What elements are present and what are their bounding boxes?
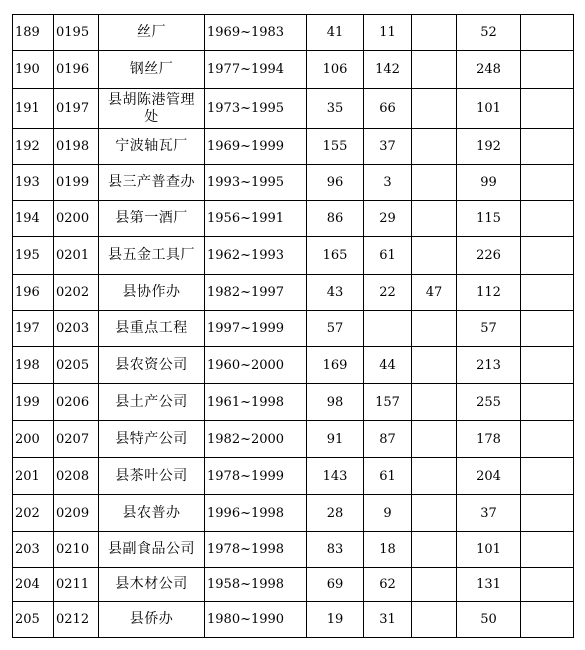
organization-name-cell: 丝厂 xyxy=(99,15,205,51)
sequence-number-cell: 200 xyxy=(13,421,54,458)
year-range-cell: 1956~1991 xyxy=(205,201,307,237)
count-b-cell: 157 xyxy=(364,384,412,421)
remarks-cell xyxy=(521,129,574,165)
file-code-cell: 0212 xyxy=(54,602,99,638)
count-a-cell: 28 xyxy=(307,495,364,532)
file-code-cell: 0196 xyxy=(54,51,99,89)
total-count-cell: 52 xyxy=(457,15,521,51)
total-count-cell: 131 xyxy=(457,568,521,602)
count-b-cell: 44 xyxy=(364,347,412,384)
count-a-cell: 19 xyxy=(307,602,364,638)
file-code-cell: 0202 xyxy=(54,275,99,311)
count-a-cell: 41 xyxy=(307,15,364,51)
year-range-cell: 1978~1999 xyxy=(205,458,307,495)
organization-name-cell: 县土产公司 xyxy=(99,384,205,421)
table-row xyxy=(13,568,574,602)
remarks-cell xyxy=(521,568,574,602)
table-row xyxy=(13,165,574,201)
count-b-cell: 37 xyxy=(364,129,412,165)
sequence-number-cell: 197 xyxy=(13,311,54,347)
remarks-cell xyxy=(521,421,574,458)
table-row xyxy=(13,201,574,237)
count-a-cell: 98 xyxy=(307,384,364,421)
table-row xyxy=(13,51,574,89)
year-range-cell: 1978~1998 xyxy=(205,532,307,568)
organization-name-cell: 县农资公司 xyxy=(99,347,205,384)
remarks-cell xyxy=(521,532,574,568)
organization-name-cell: 县侨办 xyxy=(99,602,205,638)
year-range-cell: 1961~1998 xyxy=(205,384,307,421)
count-a-cell: 69 xyxy=(307,568,364,602)
table-row xyxy=(13,15,574,51)
year-range-cell: 1977~1994 xyxy=(205,51,307,89)
file-code-cell: 0210 xyxy=(54,532,99,568)
count-b-cell: 62 xyxy=(364,568,412,602)
remarks-cell xyxy=(521,15,574,51)
table-body xyxy=(13,15,574,638)
table-row xyxy=(13,384,574,421)
count-c-cell xyxy=(412,532,457,568)
count-c-cell xyxy=(412,89,457,129)
sequence-number-cell: 193 xyxy=(13,165,54,201)
count-a-cell: 57 xyxy=(307,311,364,347)
count-b-cell: 87 xyxy=(364,421,412,458)
count-a-cell: 106 xyxy=(307,51,364,89)
count-c-cell xyxy=(412,495,457,532)
file-code-cell: 0200 xyxy=(54,201,99,237)
organization-name-cell: 县胡陈港管理处 xyxy=(99,89,205,129)
count-c-cell xyxy=(412,421,457,458)
count-c-cell xyxy=(412,458,457,495)
count-c-cell xyxy=(412,201,457,237)
file-code-cell: 0208 xyxy=(54,458,99,495)
year-range-cell: 1993~1995 xyxy=(205,165,307,201)
sequence-number-cell: 190 xyxy=(13,51,54,89)
count-b-cell: 22 xyxy=(364,275,412,311)
count-c-cell xyxy=(412,15,457,51)
sequence-number-cell: 198 xyxy=(13,347,54,384)
year-range-cell: 1969~1983 xyxy=(205,15,307,51)
remarks-cell xyxy=(521,201,574,237)
remarks-cell xyxy=(521,89,574,129)
count-c-cell xyxy=(412,51,457,89)
table-row xyxy=(13,129,574,165)
sequence-number-cell: 191 xyxy=(13,89,54,129)
count-c-cell: 47 xyxy=(412,275,457,311)
year-range-cell: 1996~1998 xyxy=(205,495,307,532)
total-count-cell: 101 xyxy=(457,532,521,568)
organization-name-cell: 县第一酒厂 xyxy=(99,201,205,237)
table-row xyxy=(13,275,574,311)
total-count-cell: 192 xyxy=(457,129,521,165)
file-code-cell: 0209 xyxy=(54,495,99,532)
count-c-cell xyxy=(412,568,457,602)
count-a-cell: 143 xyxy=(307,458,364,495)
records-table xyxy=(12,14,574,638)
year-range-cell: 1980~1990 xyxy=(205,602,307,638)
total-count-cell: 37 xyxy=(457,495,521,532)
count-c-cell xyxy=(412,602,457,638)
organization-name-cell: 县特产公司 xyxy=(99,421,205,458)
sequence-number-cell: 201 xyxy=(13,458,54,495)
sequence-number-cell: 202 xyxy=(13,495,54,532)
sequence-number-cell: 203 xyxy=(13,532,54,568)
file-code-cell: 0203 xyxy=(54,311,99,347)
count-a-cell: 169 xyxy=(307,347,364,384)
count-a-cell: 86 xyxy=(307,201,364,237)
count-b-cell: 66 xyxy=(364,89,412,129)
file-code-cell: 0199 xyxy=(54,165,99,201)
count-b-cell: 9 xyxy=(364,495,412,532)
count-b-cell: 61 xyxy=(364,458,412,495)
remarks-cell xyxy=(521,602,574,638)
table-row xyxy=(13,602,574,638)
file-code-cell: 0207 xyxy=(54,421,99,458)
table-row xyxy=(13,532,574,568)
count-a-cell: 96 xyxy=(307,165,364,201)
file-code-cell: 0201 xyxy=(54,237,99,275)
sequence-number-cell: 189 xyxy=(13,15,54,51)
file-code-cell: 0205 xyxy=(54,347,99,384)
sequence-number-cell: 196 xyxy=(13,275,54,311)
organization-name-cell: 县木材公司 xyxy=(99,568,205,602)
total-count-cell: 255 xyxy=(457,384,521,421)
count-a-cell: 155 xyxy=(307,129,364,165)
organization-name-cell: 县重点工程 xyxy=(99,311,205,347)
total-count-cell: 248 xyxy=(457,51,521,89)
count-c-cell xyxy=(412,384,457,421)
organization-name-cell: 县茶叶公司 xyxy=(99,458,205,495)
count-b-cell: 29 xyxy=(364,201,412,237)
count-c-cell xyxy=(412,311,457,347)
remarks-cell xyxy=(521,165,574,201)
sequence-number-cell: 204 xyxy=(13,568,54,602)
year-range-cell: 1982~2000 xyxy=(205,421,307,458)
count-c-cell xyxy=(412,237,457,275)
file-code-cell: 0197 xyxy=(54,89,99,129)
sequence-number-cell: 205 xyxy=(13,602,54,638)
count-a-cell: 165 xyxy=(307,237,364,275)
total-count-cell: 50 xyxy=(457,602,521,638)
count-b-cell: 11 xyxy=(364,15,412,51)
total-count-cell: 99 xyxy=(457,165,521,201)
organization-name-cell: 县三产普查办 xyxy=(99,165,205,201)
remarks-cell xyxy=(521,51,574,89)
remarks-cell xyxy=(521,311,574,347)
count-b-cell: 31 xyxy=(364,602,412,638)
year-range-cell: 1960~2000 xyxy=(205,347,307,384)
year-range-cell: 1982~1997 xyxy=(205,275,307,311)
organization-name-cell: 县副食品公司 xyxy=(99,532,205,568)
organization-name-cell: 宁波轴瓦厂 xyxy=(99,129,205,165)
year-range-cell: 1997~1999 xyxy=(205,311,307,347)
sequence-number-cell: 199 xyxy=(13,384,54,421)
organization-name-cell: 钢丝厂 xyxy=(99,51,205,89)
file-code-cell: 0206 xyxy=(54,384,99,421)
organization-name-cell: 县协作办 xyxy=(99,275,205,311)
remarks-cell xyxy=(521,458,574,495)
organization-name-cell: 县农普办 xyxy=(99,495,205,532)
total-count-cell: 213 xyxy=(457,347,521,384)
sequence-number-cell: 194 xyxy=(13,201,54,237)
remarks-cell xyxy=(521,384,574,421)
count-a-cell: 43 xyxy=(307,275,364,311)
file-code-cell: 0211 xyxy=(54,568,99,602)
remarks-cell xyxy=(521,495,574,532)
remarks-cell xyxy=(521,237,574,275)
table-row xyxy=(13,421,574,458)
remarks-cell xyxy=(521,275,574,311)
count-c-cell xyxy=(412,347,457,384)
year-range-cell: 1973~1995 xyxy=(205,89,307,129)
remarks-cell xyxy=(521,347,574,384)
table-row xyxy=(13,237,574,275)
organization-name-cell: 县五金工具厂 xyxy=(99,237,205,275)
sequence-number-cell: 192 xyxy=(13,129,54,165)
count-c-cell xyxy=(412,129,457,165)
total-count-cell: 57 xyxy=(457,311,521,347)
count-b-cell: 3 xyxy=(364,165,412,201)
total-count-cell: 204 xyxy=(457,458,521,495)
count-b-cell: 61 xyxy=(364,237,412,275)
total-count-cell: 115 xyxy=(457,201,521,237)
count-c-cell xyxy=(412,165,457,201)
count-b-cell: 142 xyxy=(364,51,412,89)
file-code-cell: 0195 xyxy=(54,15,99,51)
total-count-cell: 101 xyxy=(457,89,521,129)
total-count-cell: 226 xyxy=(457,237,521,275)
year-range-cell: 1958~1998 xyxy=(205,568,307,602)
total-count-cell: 178 xyxy=(457,421,521,458)
count-b-cell: 18 xyxy=(364,532,412,568)
table-row xyxy=(13,495,574,532)
table-row xyxy=(13,89,574,129)
count-a-cell: 91 xyxy=(307,421,364,458)
year-range-cell: 1962~1993 xyxy=(205,237,307,275)
count-a-cell: 83 xyxy=(307,532,364,568)
table-row xyxy=(13,347,574,384)
file-code-cell: 0198 xyxy=(54,129,99,165)
sequence-number-cell: 195 xyxy=(13,237,54,275)
table-row xyxy=(13,458,574,495)
total-count-cell: 112 xyxy=(457,275,521,311)
table-row xyxy=(13,311,574,347)
count-b-cell xyxy=(364,311,412,347)
count-a-cell: 35 xyxy=(307,89,364,129)
year-range-cell: 1969~1999 xyxy=(205,129,307,165)
